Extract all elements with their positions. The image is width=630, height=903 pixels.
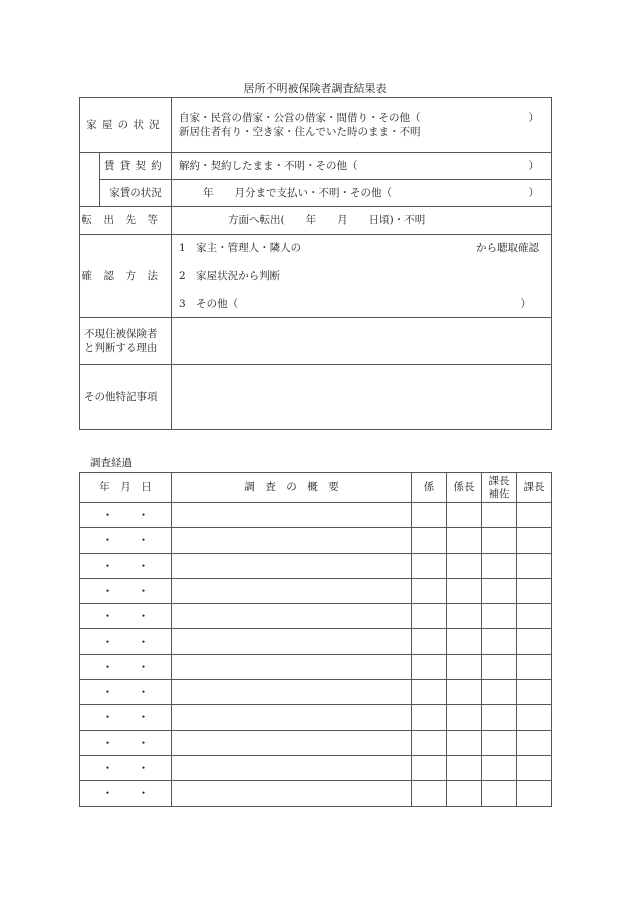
- date-dot: ・: [101, 609, 114, 624]
- col-kacho-hosa: 課長 補佐: [482, 473, 517, 503]
- kakaricho-cell[interactable]: [447, 553, 482, 578]
- date-cell[interactable]: [80, 604, 172, 629]
- kakaricho-cell[interactable]: [447, 604, 482, 629]
- moveout-options: 方面へ転出( 年 月 日頃)・不明: [172, 207, 552, 235]
- date-dot: ・: [101, 533, 114, 548]
- date-cell[interactable]: [80, 755, 172, 780]
- summary-cell[interactable]: [172, 553, 412, 578]
- kakaricho-cell[interactable]: [447, 680, 482, 705]
- date-dot: ・: [137, 735, 150, 750]
- confirm-method-label: 確認方法: [80, 235, 172, 318]
- date-dot: ・: [101, 583, 114, 598]
- house-status-label: 家屋の状況: [80, 98, 172, 153]
- log-heading: 調査経過: [90, 457, 132, 469]
- kakaricho-cell[interactable]: [447, 705, 482, 730]
- summary-cell[interactable]: [172, 781, 412, 806]
- kacho-cell[interactable]: [517, 604, 552, 629]
- other-notes-field[interactable]: [172, 365, 552, 430]
- table-row: [80, 528, 552, 553]
- kacho-cell[interactable]: [517, 553, 552, 578]
- date-cell[interactable]: [80, 629, 172, 654]
- kakari-cell[interactable]: [412, 730, 447, 755]
- kacho-hosa-cell[interactable]: [482, 755, 517, 780]
- date-dot: ・: [137, 761, 150, 776]
- kakari-cell[interactable]: [412, 528, 447, 553]
- rent-options: 年 月分まで支払い・不明・その他（ ）: [172, 180, 552, 207]
- date-cell[interactable]: [80, 781, 172, 806]
- date-dot: ・: [101, 735, 114, 750]
- date-cell[interactable]: [80, 705, 172, 730]
- date-dot: ・: [137, 786, 150, 801]
- date-dot: ・: [101, 659, 114, 674]
- col-kacho: 課長: [517, 473, 552, 503]
- table-row: [80, 553, 552, 578]
- kacho-hosa-cell[interactable]: [482, 604, 517, 629]
- date-cell[interactable]: [80, 553, 172, 578]
- kacho-cell[interactable]: [517, 781, 552, 806]
- kakari-cell[interactable]: [412, 654, 447, 679]
- date-dot: ・: [137, 685, 150, 700]
- kacho-cell[interactable]: [517, 629, 552, 654]
- date-dot: ・: [137, 533, 150, 548]
- col-kakaricho: 係長: [447, 473, 482, 503]
- date-dot: ・: [137, 583, 150, 598]
- table-row: [80, 705, 552, 730]
- table-row: [80, 578, 552, 603]
- kacho-cell[interactable]: [517, 755, 552, 780]
- date-dot: ・: [137, 634, 150, 649]
- kakaricho-cell[interactable]: [447, 730, 482, 755]
- table-row: [80, 730, 552, 755]
- kacho-cell[interactable]: [517, 705, 552, 730]
- kakaricho-cell[interactable]: [447, 654, 482, 679]
- kacho-cell[interactable]: [517, 730, 552, 755]
- summary-cell[interactable]: [172, 654, 412, 679]
- kacho-hosa-cell[interactable]: [482, 553, 517, 578]
- summary-cell[interactable]: [172, 680, 412, 705]
- kakari-cell[interactable]: [412, 578, 447, 603]
- summary-cell[interactable]: [172, 730, 412, 755]
- summary-cell[interactable]: [172, 503, 412, 528]
- date-cell[interactable]: [80, 578, 172, 603]
- summary-cell[interactable]: [172, 604, 412, 629]
- kacho-hosa-cell[interactable]: [482, 705, 517, 730]
- table-row: [80, 629, 552, 654]
- date-dot: ・: [137, 659, 150, 674]
- summary-cell[interactable]: [172, 705, 412, 730]
- kacho-cell[interactable]: [517, 654, 552, 679]
- kacho-hosa-cell[interactable]: [482, 781, 517, 806]
- kakaricho-cell[interactable]: [447, 503, 482, 528]
- summary-cell[interactable]: [172, 578, 412, 603]
- moveout-label: 転出先等: [80, 207, 172, 235]
- date-cell[interactable]: [80, 680, 172, 705]
- other-notes-label: その他特記事項: [80, 365, 172, 430]
- date-dot: ・: [101, 508, 114, 523]
- house-status-options: 自家・民営の借家・公営の借家・間借り・その他（ ） 新居住者有り・空き家・住んでいた時のまま・不明: [172, 98, 552, 153]
- table-row: [80, 604, 552, 629]
- date-dot: ・: [101, 786, 114, 801]
- date-dot: ・: [101, 634, 114, 649]
- kakaricho-cell[interactable]: [447, 578, 482, 603]
- date-cell[interactable]: [80, 528, 172, 553]
- date-dot: ・: [137, 710, 150, 725]
- kakari-cell[interactable]: [412, 604, 447, 629]
- date-cell[interactable]: [80, 654, 172, 679]
- date-cell[interactable]: [80, 730, 172, 755]
- summary-cell[interactable]: [172, 528, 412, 553]
- table-row: [80, 755, 552, 780]
- kakari-cell[interactable]: [412, 705, 447, 730]
- date-dot: ・: [137, 558, 150, 573]
- date-dot: ・: [101, 685, 114, 700]
- kacho-cell[interactable]: [517, 680, 552, 705]
- date-dot: ・: [137, 609, 150, 624]
- kacho-hosa-cell[interactable]: [482, 578, 517, 603]
- kakaricho-cell[interactable]: [447, 629, 482, 654]
- kacho-hosa-cell[interactable]: [482, 654, 517, 679]
- col-kakari: 係: [412, 473, 447, 503]
- kacho-cell[interactable]: [517, 578, 552, 603]
- kakaricho-cell[interactable]: [447, 528, 482, 553]
- kacho-cell[interactable]: [517, 528, 552, 553]
- kakaricho-cell[interactable]: [447, 781, 482, 806]
- date-dot: ・: [101, 761, 114, 776]
- kacho-hosa-cell[interactable]: [482, 730, 517, 755]
- date-dot: ・: [137, 508, 150, 523]
- kakari-cell[interactable]: [412, 680, 447, 705]
- date-dot: ・: [101, 710, 114, 725]
- kakari-cell[interactable]: [412, 755, 447, 780]
- kakari-cell[interactable]: [412, 503, 447, 528]
- date-cell[interactable]: [80, 503, 172, 528]
- table-row: [80, 680, 552, 705]
- kakari-cell[interactable]: [412, 629, 447, 654]
- kacho-hosa-cell[interactable]: [482, 528, 517, 553]
- kakari-cell[interactable]: [412, 781, 447, 806]
- table-row: [80, 781, 552, 806]
- summary-cell[interactable]: [172, 755, 412, 780]
- table-row: [80, 503, 552, 528]
- summary-cell[interactable]: [172, 629, 412, 654]
- reason-label: 不現住被保険者 と判断する理由: [80, 318, 172, 365]
- lease-label: 賃貸契約: [100, 153, 172, 180]
- reason-field[interactable]: [172, 318, 552, 365]
- kacho-hosa-cell[interactable]: [482, 629, 517, 654]
- kacho-cell[interactable]: [517, 503, 552, 528]
- kakari-cell[interactable]: [412, 553, 447, 578]
- survey-result-table: [79, 97, 552, 430]
- date-dot: ・: [101, 558, 114, 573]
- table-row: [80, 654, 552, 679]
- lease-options: 解約・契約したまま・不明・その他（ ）: [172, 153, 552, 180]
- investigation-log-table: [79, 472, 552, 807]
- col-summary: 調 査 の 概 要: [172, 473, 412, 503]
- page-title: 居所不明被保険者調査結果表: [243, 82, 387, 95]
- rent-label: 家賃の状況: [100, 180, 172, 207]
- kakaricho-cell[interactable]: [447, 755, 482, 780]
- confirm-method-options: 1 家主・管理人・隣人の から聴取確認 2 家屋状況から判断 3 その他（ ）: [172, 235, 552, 318]
- kacho-hosa-cell[interactable]: [482, 503, 517, 528]
- col-date: 年 月 日: [80, 473, 172, 503]
- kacho-hosa-cell[interactable]: [482, 680, 517, 705]
